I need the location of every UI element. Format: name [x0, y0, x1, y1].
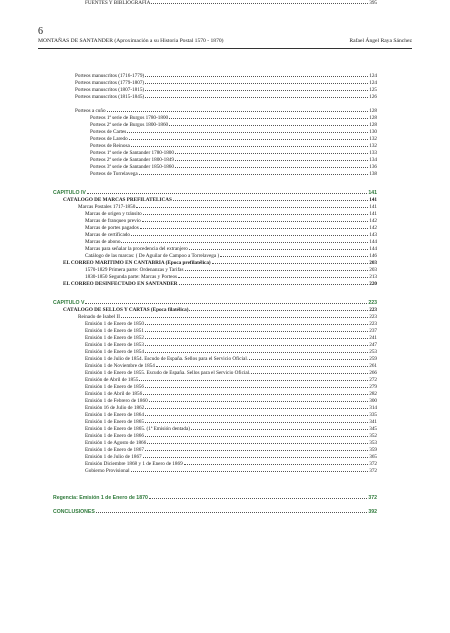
toc-entry — [85, 433, 377, 440]
dot-leader — [249, 359, 368, 360]
toc-entry-page: 279 — [369, 384, 377, 390]
dot-leader — [139, 174, 369, 175]
toc-entry-page: 266 — [369, 370, 377, 376]
dot-leader — [145, 338, 368, 339]
dot-leader — [143, 394, 368, 395]
dot-leader — [151, 3, 368, 4]
dot-leader — [184, 464, 369, 465]
toc-entry-title: Emisión 1 de Enero de 1866 — [85, 433, 144, 439]
toc-entry — [85, 440, 377, 447]
toc-entry — [85, 426, 377, 433]
toc-entry — [85, 246, 377, 253]
dot-leader — [121, 317, 368, 318]
toc-entry — [63, 281, 377, 288]
dot-leader — [145, 324, 368, 325]
toc-entry — [85, 468, 377, 475]
toc-entry-page: 141 — [369, 204, 377, 210]
toc-entry — [90, 122, 377, 129]
toc-entry-page: 345 — [369, 426, 377, 432]
dot-leader — [189, 310, 368, 311]
toc-entry — [85, 363, 377, 370]
toc-entry — [85, 342, 377, 349]
toc-entry-title: Marcas Postales 1717-1850 — [78, 204, 136, 210]
toc-entry-title: Porteos manuscritos (1807-1815) — [75, 87, 145, 93]
toc-entry-page: 253 — [369, 349, 377, 355]
dot-leader — [87, 193, 367, 194]
toc-entry-page: 247 — [369, 342, 377, 348]
dot-leader — [191, 429, 368, 430]
toc-entry — [90, 171, 377, 178]
toc-entry — [85, 384, 377, 391]
toc-entry-title: Porteos a cuño — [75, 108, 106, 114]
toc-entry-page: 203 — [369, 267, 377, 273]
toc-entry-title: Marcas de origen y tránsito — [85, 211, 142, 217]
dot-leader — [131, 471, 369, 472]
toc-entry-page: 146 — [369, 253, 377, 259]
toc-entry-title: FUENTES Y BIBLIOGRAFÍA — [85, 0, 151, 6]
dot-leader — [145, 450, 368, 451]
dot-leader — [147, 443, 368, 444]
header-title: MONTAÑAS DE SANTANDER (Aproximación a su Historia Postal 1570 - 1870) — [38, 38, 224, 44]
toc-entry-title: Porteos 1ª serie de Santander 1780-1800 — [90, 150, 174, 156]
toc-entry-title: Porteos de Cartes — [90, 129, 127, 135]
toc-entry-page: 392 — [368, 509, 377, 515]
toc-entry — [75, 94, 377, 101]
toc-entry-title: Emisión 1 de Enero de 1851 — [85, 328, 144, 334]
dot-leader — [156, 366, 368, 367]
dot-leader — [251, 373, 368, 374]
toc-entry — [85, 274, 377, 281]
toc-entry-page: 223 — [369, 321, 377, 327]
toc-entry-title: Emisión 1 de Enero de 1856 — [85, 384, 144, 390]
toc-entry-title: Emisión 1 de Enero de 1853 — [85, 342, 144, 348]
toc-entry — [75, 108, 377, 115]
toc-entry — [85, 412, 377, 419]
toc-entry-page: 142 — [369, 225, 377, 231]
toc-entry — [85, 253, 377, 260]
toc-entry-page: 136 — [369, 164, 377, 170]
toc-entry — [85, 225, 377, 232]
toc-entry — [85, 328, 377, 335]
toc-entry-title: Marcas de portes pagados — [85, 225, 139, 231]
toc-entry-title: Porteos 2ª serie de Burgos 1800-1860 — [90, 122, 169, 128]
dot-leader — [185, 270, 369, 271]
toc-entry — [90, 143, 377, 150]
toc-entry-page: 128 — [369, 122, 377, 128]
dot-leader — [129, 139, 368, 140]
dot-leader — [145, 387, 368, 388]
toc-entry — [85, 232, 377, 239]
toc-entry-title: Emisión 1 de Julio de 1867 — [85, 454, 142, 460]
dot-leader — [136, 207, 368, 208]
toc-entry-page: 142 — [369, 218, 377, 224]
toc-entry-title: Emisión 1 de Julio de 1854. Escudo de España. Sellos para el Servicio Oficial. — [85, 356, 249, 362]
toc-entry — [78, 314, 377, 321]
toc-entry-page: 125 — [369, 87, 377, 93]
page-number: 6 — [38, 26, 43, 37]
toc-entry-page: 220 — [369, 281, 377, 287]
toc-entry-page: 141 — [369, 197, 377, 203]
toc-entry-title: Porteos manuscritos (1716-1779) — [75, 73, 145, 79]
toc-entry — [85, 239, 377, 246]
toc-entry-page: 241 — [369, 335, 377, 341]
toc-entry-page: 128 — [369, 115, 377, 121]
toc-entry — [85, 419, 377, 426]
toc-entry — [85, 391, 377, 398]
toc-entry — [75, 73, 377, 80]
dot-leader — [145, 415, 368, 416]
toc-entry-page: 126 — [369, 94, 377, 100]
toc-entry-page: 223 — [368, 300, 377, 306]
toc-entry-page: 341 — [369, 419, 377, 425]
toc-entry — [90, 150, 377, 157]
dot-leader — [85, 303, 367, 304]
toc-entry — [85, 349, 377, 356]
toc-entry-title: Emisión 1 de Abril de 1856 — [85, 391, 143, 397]
toc-entry-title: Porteos manuscritos (1815-1845) — [75, 94, 145, 100]
toc-entry — [53, 190, 377, 197]
toc-entry-title: Regencia: Emisión 1 de Enero de 1870 — [53, 495, 148, 501]
toc-entry-page: 365 — [369, 454, 377, 460]
toc-entry-title: Emisión 16 de Julio de 1862 — [85, 405, 145, 411]
dot-leader — [149, 401, 369, 402]
toc-entry-page: 372 — [368, 495, 377, 501]
toc-entry — [85, 405, 377, 412]
toc-entry-title: Marcas de certificado — [85, 232, 130, 238]
toc-entry-page: 133 — [369, 150, 377, 156]
dot-leader — [175, 167, 368, 168]
toc-entry-title: CATÁLOGO DE MARCAS PREFILATÉLICAS — [63, 197, 172, 203]
dot-leader — [175, 160, 368, 161]
toc-entry-page: 223 — [369, 314, 377, 320]
dot-leader — [107, 111, 369, 112]
toc-entry-title: CATÁLOGO DE SELLOS Y CARTAS (Época filatélica) — [63, 307, 189, 313]
dot-leader — [145, 422, 368, 423]
toc-entry — [85, 461, 377, 468]
toc-entry-title: Emisión 1 de Febrero de 1860 — [85, 398, 148, 404]
toc-entry-title: Porteos 1ª serie de Burgos 1780-1800 — [90, 115, 169, 121]
toc-entry — [90, 164, 377, 171]
dot-leader — [145, 331, 368, 332]
toc-entry-title: CAPÍTULO IV — [53, 190, 86, 196]
toc-entry-title: Porteos 3ª serie de Santander 1850-1860 — [90, 164, 174, 170]
dot-leader — [178, 277, 368, 278]
toc-entry-title: Porteos de Torrelavega — [90, 171, 138, 177]
dot-leader — [140, 228, 368, 229]
toc-entry-title: Porteos 2ª serie de Santander 1800-1849 — [90, 157, 174, 163]
toc-entry-page: 395 — [369, 0, 377, 6]
dot-leader — [142, 221, 368, 222]
toc-entry-title: Emisión de Abril de 1855 — [85, 377, 139, 383]
toc-entry — [75, 80, 377, 87]
toc-entry — [85, 211, 377, 218]
dot-leader — [131, 146, 368, 147]
toc-entry-page: 259 — [369, 356, 377, 362]
dot-leader — [145, 76, 368, 77]
toc-entry — [78, 204, 377, 211]
toc-entry-page: 132 — [369, 136, 377, 142]
toc-entry-page: 143 — [369, 232, 377, 238]
toc-entry — [85, 454, 377, 461]
toc-entry-title: Emisión 1 de Noviembre de 1854 — [85, 363, 155, 369]
toc-entry-page: 132 — [369, 143, 377, 149]
dot-leader — [169, 118, 368, 119]
toc-entry — [90, 129, 377, 136]
toc-entry — [85, 218, 377, 225]
toc-entry — [85, 356, 377, 363]
toc-entry-page: 372 — [369, 461, 377, 467]
toc-entry-page: 237 — [369, 328, 377, 334]
toc-entry-title: CAPÍTULO V — [53, 300, 85, 306]
toc-entry-page: 128 — [369, 108, 377, 114]
toc-entry-title: Porteos de Reinosa — [90, 143, 130, 149]
toc-entry-title: Marcas de abono — [85, 239, 121, 245]
dot-leader — [169, 125, 368, 126]
toc-entry-page: 124 — [369, 73, 377, 79]
dot-leader — [149, 498, 367, 499]
toc-entry-page: 352 — [369, 433, 377, 439]
dot-leader — [121, 242, 368, 243]
toc-entry-title: Emisión Diciembre 1868 y 1 de Enero de 1869 — [85, 461, 183, 467]
toc-entry-page: 203 — [369, 260, 377, 266]
toc-entry-title: Emisión 1 de Agosto de 1866 — [85, 440, 147, 446]
toc-entry-title: 1830-1850 Segunda parte: Marcas y Porteos — [85, 274, 178, 280]
toc-entry-title: Marcas de franqueo previo — [85, 218, 141, 224]
dot-leader — [96, 512, 368, 513]
toc-entry-page: 335 — [369, 412, 377, 418]
toc-entry — [53, 509, 377, 516]
toc-entry — [85, 321, 377, 328]
toc-entry-page: 353 — [369, 440, 377, 446]
toc-entry-title: Reinado de Isabel II — [78, 314, 120, 320]
dot-leader — [145, 436, 368, 437]
toc-entry-page: 223 — [369, 307, 377, 313]
toc-entry-page: 282 — [369, 391, 377, 397]
toc-entry — [75, 87, 377, 94]
toc-entry-title: Emisión 1 de Enero de 1865 — [85, 419, 144, 425]
toc-entry-title: Emisión 1 de Enero de 1854 — [85, 349, 144, 355]
header-author: Rafael Ángel Raya Sánchez — [349, 38, 412, 44]
dot-leader — [212, 263, 369, 264]
toc-entry-page: 272 — [369, 377, 377, 383]
toc-entry-page: 213 — [369, 274, 377, 280]
dot-leader — [145, 345, 368, 346]
toc-entry-title: Marcas para señalar la procedencia del extranjero — [85, 246, 188, 252]
toc-entry — [63, 307, 377, 314]
toc-entry — [63, 197, 377, 204]
toc-entry-page: 138 — [369, 171, 377, 177]
toc-entry-page: 314 — [369, 405, 377, 411]
dot-leader — [145, 408, 368, 409]
toc-entry — [90, 115, 377, 122]
dot-leader — [143, 214, 368, 215]
toc-entry — [63, 260, 377, 267]
toc-entry-page: 372 — [369, 468, 377, 474]
dot-leader — [143, 457, 369, 458]
toc-entry-page: 134 — [369, 157, 377, 163]
toc-entry — [53, 300, 377, 307]
dot-leader — [145, 83, 368, 84]
toc-entry-title: CONCLUSIONES — [53, 509, 95, 515]
toc-entry — [85, 267, 377, 274]
dot-leader — [145, 97, 368, 98]
toc-entry-page: 144 — [369, 246, 377, 252]
toc-entry-title: EL CORREO DESINFECTADO EN SANTANDER — [63, 281, 178, 287]
toc-entry-title: Emisión 1 de Enero de 1855. Escudo de España. Sellos para el Servicio Oficial. — [85, 370, 251, 376]
toc-entry-page: 144 — [369, 239, 377, 245]
toc-entry-title: Gobierno Provisional — [85, 468, 130, 474]
toc-entry-title: 1570-1829 Primera parte: Ordenanzas y Tarifas — [85, 267, 184, 273]
dot-leader — [189, 249, 368, 250]
dot-leader — [127, 132, 368, 133]
toc-entry-title: Porteos de Laredo — [90, 136, 128, 142]
toc-entry-title: Emisión 1 de Enero de 1865. (1ª Emisión dentada) — [85, 426, 191, 432]
toc-entry-page: 141 — [369, 211, 377, 217]
toc-entry-page: 130 — [369, 129, 377, 135]
dot-leader — [179, 284, 369, 285]
toc-entry — [85, 370, 377, 377]
toc-entry-title: Catálogo de las marcas: ( De Aguilar de Campoo a Torrelavega ) — [85, 253, 220, 259]
toc-entry-title: Emisión 1 de Enero de 1864 — [85, 412, 144, 418]
toc-entry — [85, 398, 377, 405]
dot-leader — [220, 256, 368, 257]
dot-leader — [145, 90, 368, 91]
toc-entry — [85, 335, 377, 342]
dot-leader — [145, 352, 368, 353]
toc-entry-title: Emisión 1 de Enero de 1850 — [85, 321, 144, 327]
toc-entry-title: EL CORREO MARÍTIMO EN CANTABRIA (Época prefilatélica) — [63, 260, 211, 266]
toc-entry — [90, 136, 377, 143]
toc-entry-page: 359 — [369, 447, 377, 453]
toc-entry-title: Porteos manuscritos (1779-1807) — [75, 80, 145, 86]
toc-entry — [53, 495, 377, 502]
toc-entry-page: 124 — [369, 80, 377, 86]
toc-entry — [85, 377, 377, 384]
dot-leader — [173, 200, 368, 201]
toc-entry — [85, 447, 377, 454]
toc-entry-title: Emisión 1 de Enero de 1867 — [85, 447, 144, 453]
toc-entry-page: 141 — [368, 190, 377, 196]
dot-leader — [175, 153, 368, 154]
toc-entry-title: Emisión 1 de Enero de 1852 — [85, 335, 144, 341]
toc-entry — [90, 157, 377, 164]
toc-entry-page: 261 — [369, 363, 377, 369]
dot-leader — [139, 380, 368, 381]
toc-entry — [85, 0, 377, 7]
dot-leader — [131, 235, 368, 236]
toc-entry-page: 300 — [369, 398, 377, 404]
